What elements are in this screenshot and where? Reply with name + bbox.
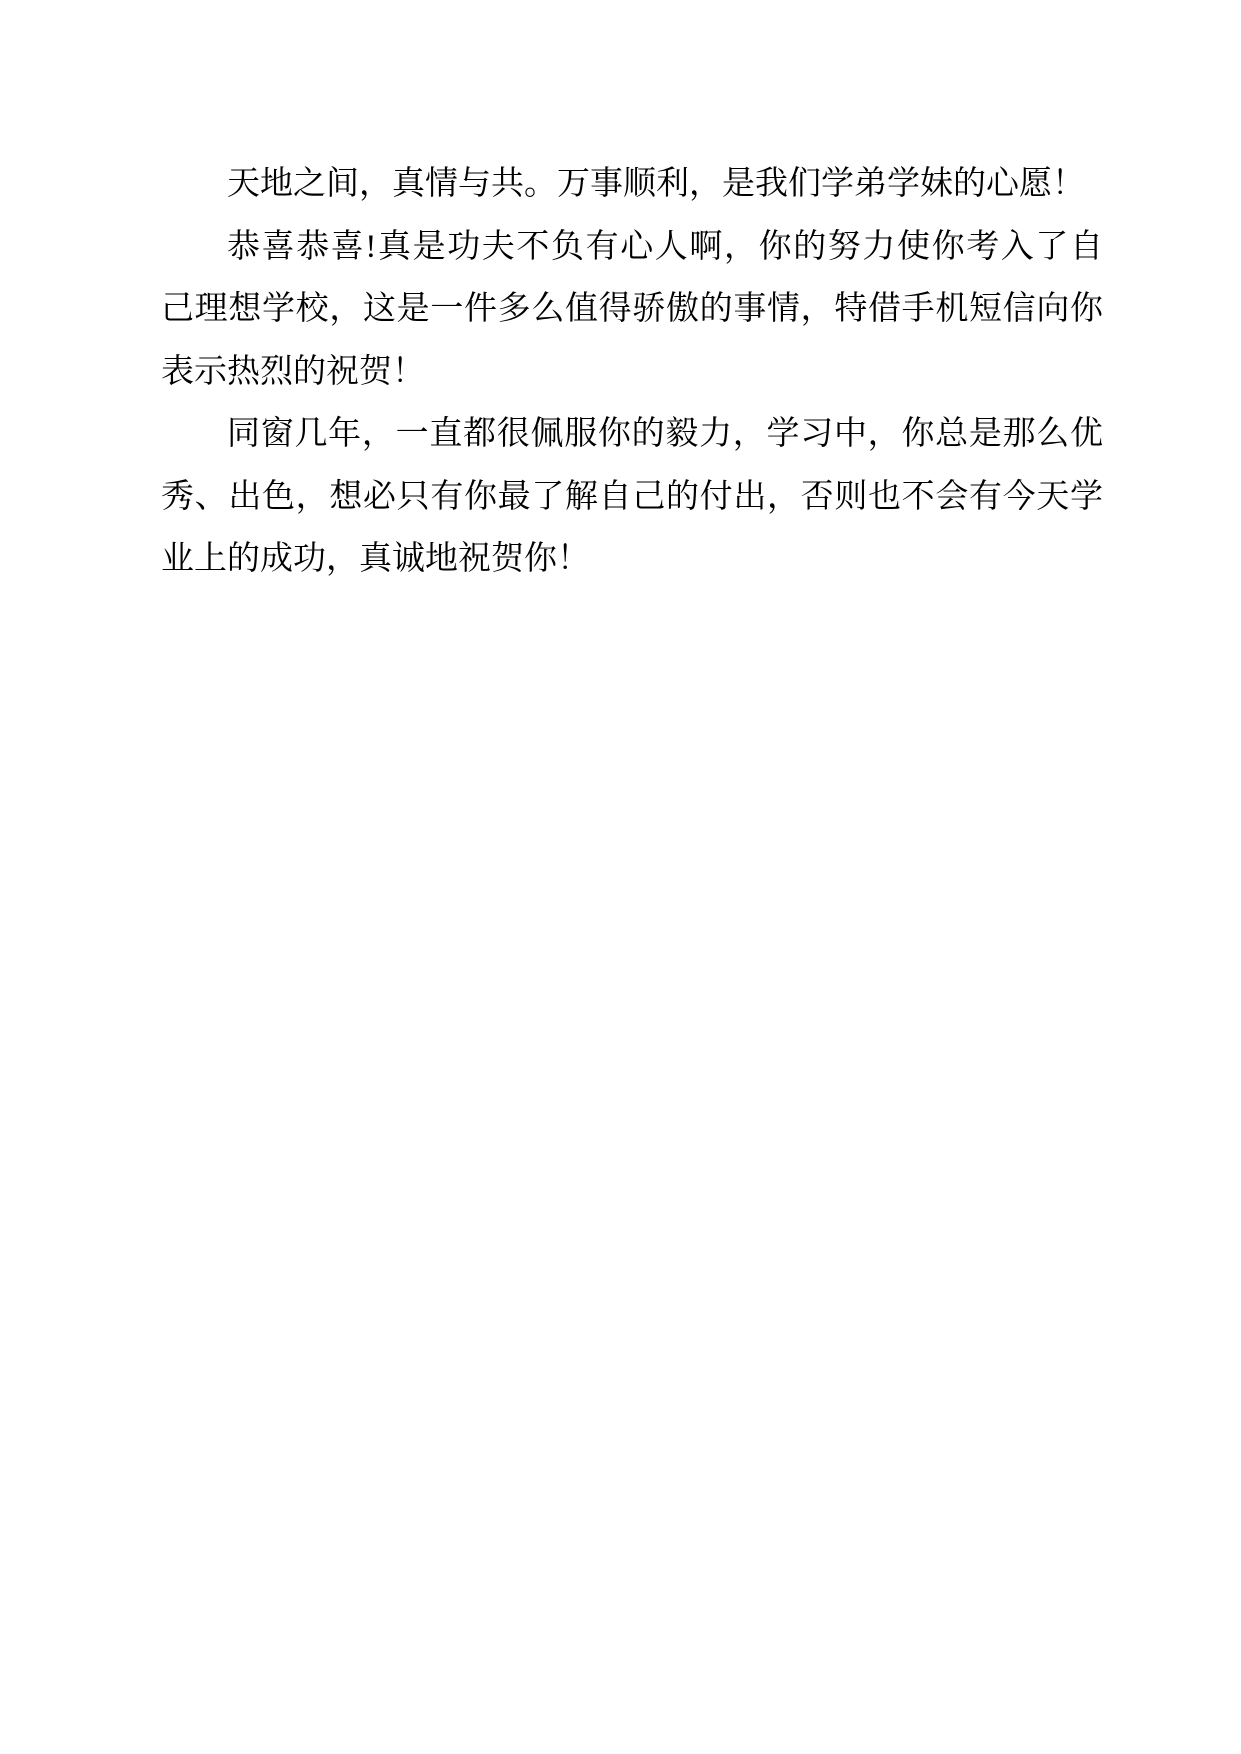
paragraph-2-line-1: 恭喜恭喜!真是功夫不负有心人啊，你的努力使你考入了自: [227, 228, 1103, 265]
paragraph-1-line-1: 天地之间，真情与共。万事顺利，是我们学弟学妹的心愿！: [227, 166, 1085, 202]
paragraph-2-line-3: 表示热烈的祝贺！: [161, 353, 425, 390]
text-block: [161, 153, 1103, 591]
paragraph-3-line-3: 业上的成功，真诚地祝贺你！: [161, 541, 590, 577]
paragraph-3-line-2: 秀、出色，想必只有你最了解自己的付出，否则也不会有今天学: [161, 478, 1103, 515]
paragraph-3-line-1: 同窗几年，一直都很佩服你的毅力，学习中，你总是那么优: [227, 416, 1103, 452]
paragraph-2-line-2: 己理想学校，这是一件多么值得骄傲的事情，特借手机短信向你: [161, 291, 1103, 327]
